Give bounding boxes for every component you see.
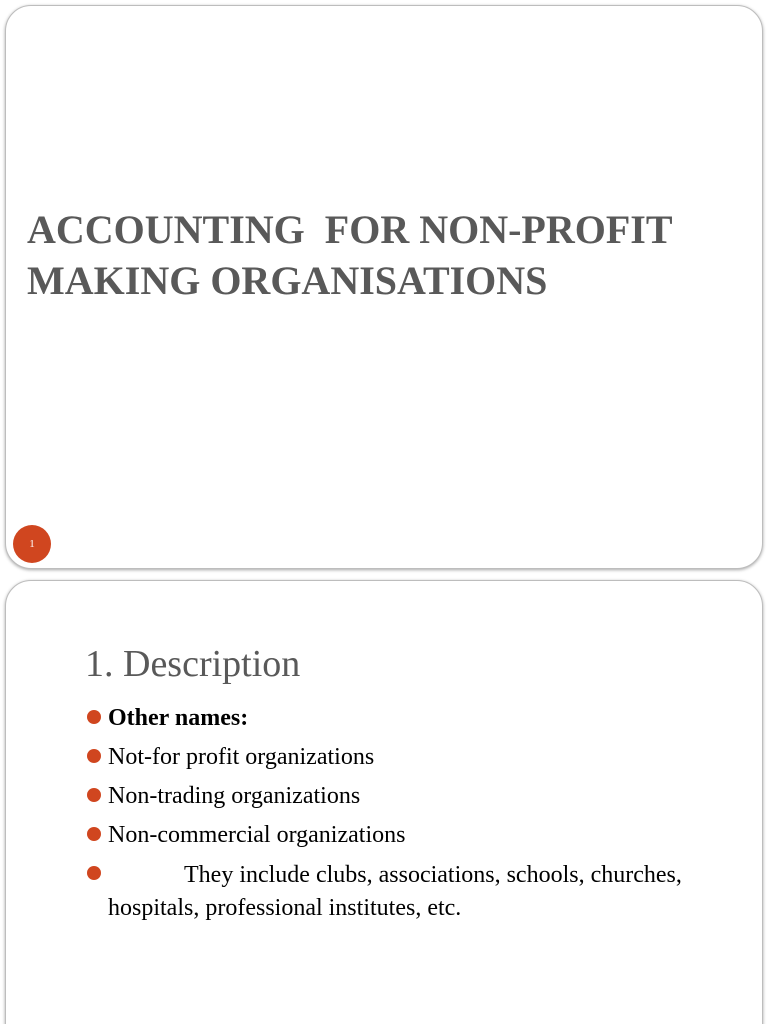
bullet-icon	[87, 866, 101, 880]
bullet-icon	[87, 827, 101, 841]
bullet-text: Non-commercial organizations	[108, 822, 406, 848]
list-item	[86, 742, 726, 773]
list-item	[86, 703, 726, 734]
list-item	[86, 820, 726, 851]
slide-2	[5, 580, 763, 1024]
slide-1	[5, 5, 763, 569]
slide-heading: 1. Description	[85, 643, 301, 685]
list-item	[86, 859, 726, 925]
slide-title: ACCOUNTING FOR NON-PROFIT MAKING ORGANISATIONS	[27, 207, 673, 303]
bullet-icon	[87, 710, 101, 724]
bullet-list	[86, 703, 726, 933]
bullet-text: They include clubs, associations, schools, churches, hospitals, professional institutes, etc.	[108, 862, 682, 921]
bullet-icon	[87, 788, 101, 802]
bullet-text: Non-trading organizations	[108, 783, 361, 809]
list-item	[86, 781, 726, 812]
slide-number-badge: 1	[13, 525, 51, 563]
bullet-icon	[87, 749, 101, 763]
bullet-text: Other names:	[108, 705, 249, 731]
bullet-text: Not-for profit organizations	[108, 744, 375, 770]
